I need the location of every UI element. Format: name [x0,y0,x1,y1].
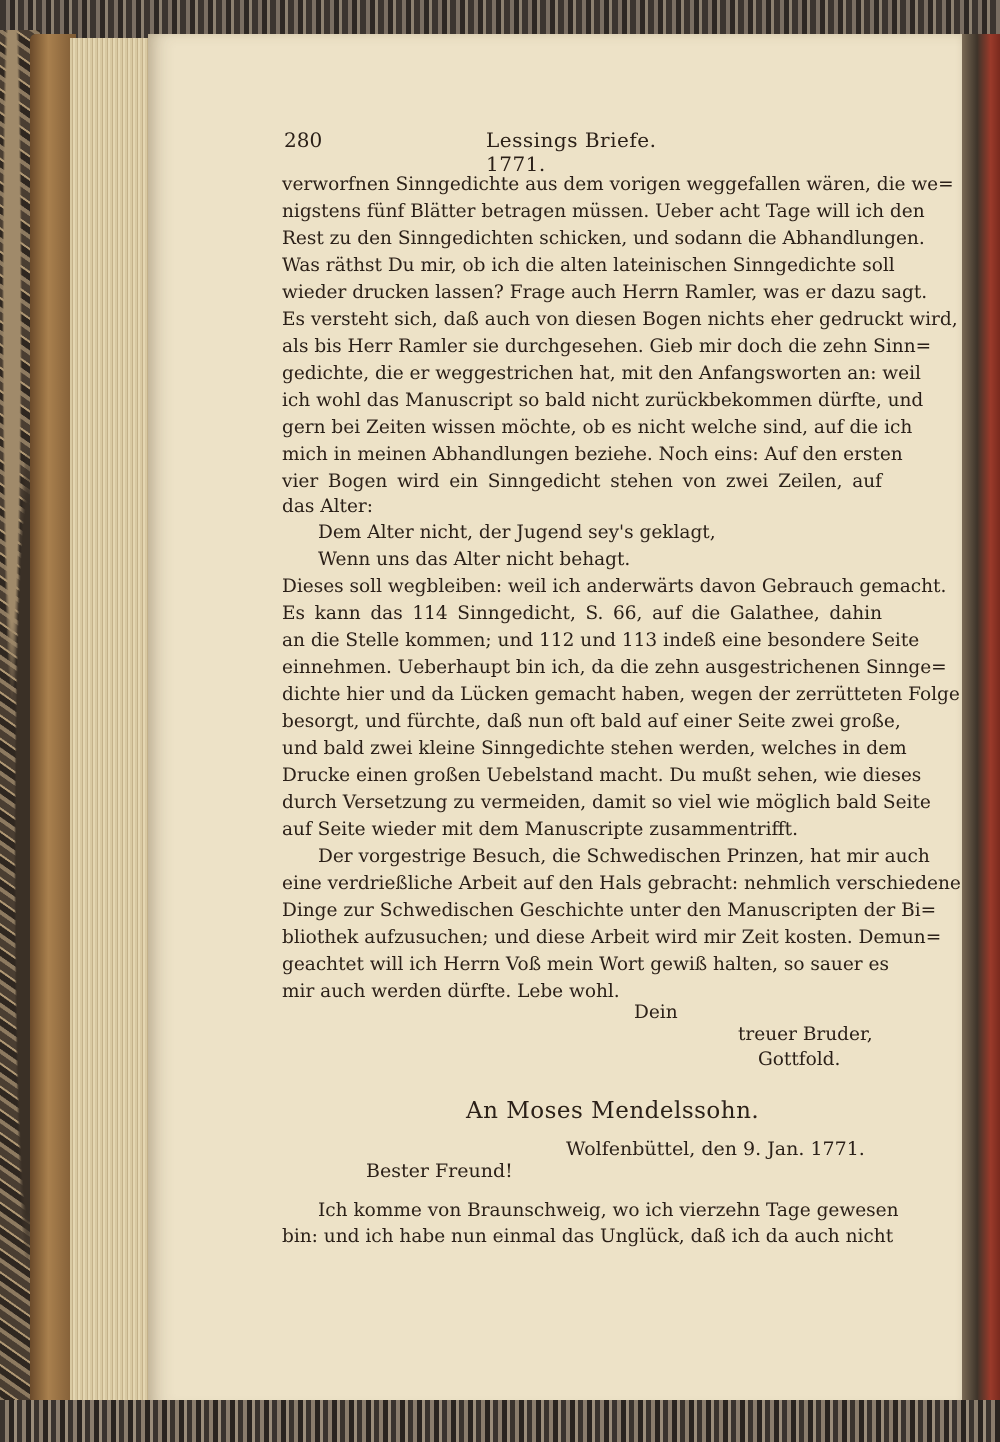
text-line: besorgt, und fürchte, daß nun oft bald auf einer Seite zwei große, [282,711,901,732]
letter-heading: An Moses Mendelssohn. [466,1098,760,1124]
verse-line: Wenn uns das Alter nicht behagt. [318,549,631,570]
text-line: an die Stelle kommen; und 112 und 113 indeß eine besondere Seite [282,630,920,651]
signature: Gottfold. [758,1049,841,1070]
text-line: Es kann das 114 Sinngedicht, S. 66, auf die Galathee, dahin [282,603,882,624]
text-line: gern bei Zeiten wissen möchte, ob es nicht welche sind, auf die ich [282,417,913,438]
verse-line: Dem Alter nicht, der Jugend sey's geklagt, [318,522,716,543]
text-line: Dieses soll wegbleiben: weil ich anderwärts davon Gebrauch gemacht. [282,576,947,597]
text-line: ich wohl das Manuscript so bald nicht zurückbekommen dürfte, und [282,390,924,411]
text-line: durch Versetzung zu vermeiden, damit so viel wie möglich bald Seite [282,792,931,813]
text-line: mich in meinen Abhandlungen beziehe. Noch eins: Auf den ersten [282,444,903,465]
right-book-edge [962,34,1000,1408]
text-line: geachtet will ich Herrn Voß mein Wort gewiß halten, so sauer es [282,954,889,975]
text-line: Was räthst Du mir, ob ich die alten lateinischen Sinngedichte soll [282,255,895,276]
text-line: Es versteht sich, daß auch von diesen Bogen nichts eher gedruckt wird, [282,309,958,330]
text-line: Dinge zur Schwedischen Geschichte unter den Manuscripten der Bi= [282,900,937,921]
text-line: das Alter: [282,496,373,517]
text-line: bin: und ich habe nun einmal das Unglück, daß ich da auch nicht [282,1226,894,1247]
text-line: vier Bogen wird ein Sinngedicht stehen von zwei Zeilen, auf [282,471,882,492]
page-stack-edges [70,38,154,1406]
closing-brother: treuer Bruder, [738,1024,873,1045]
closing-dein: Dein [634,1002,678,1023]
text-line: Ich komme von Braunschweig, wo ich vierzehn Tage gewesen [318,1200,899,1221]
text-line: Drucke einen großen Uebelstand macht. Du mußt sehen, wie dieses [282,765,922,786]
text-line: Rest zu den Sinngedichten schicken, und sodann die Abhandlungen. [282,228,925,249]
text-line: eine verdrießliche Arbeit auf den Hals gebracht: nehmlich verschiedene [282,873,961,894]
page-number: 280 [284,128,323,152]
text-line: auf Seite wieder mit dem Manuscripte zusammentrifft. [282,819,798,840]
text-line: wieder drucken lassen? Frage auch Herrn Ramler, was er dazu sagt. [282,282,928,303]
salutation: Bester Freund! [366,1160,513,1182]
text-line: nigstens fünf Blätter betragen müssen. Ueber acht Tage will ich den [282,201,925,222]
background-bottom-strip [0,1400,1000,1442]
text-line: Der vorgestrige Besuch, die Schwedischen Prinzen, hat mir auch [318,846,930,867]
text-line: einnehmen. Ueberhaupt bin ich, da die zehn ausgestrichenen Sinnge= [282,657,947,678]
text-line: als bis Herr Ramler sie durchgesehen. Gieb mir doch die zehn Sinn= [282,336,932,357]
text-line: und bald zwei kleine Sinngedichte stehen werden, welches in dem [282,738,907,759]
text-line: dichte hier und da Lücken gemacht haben, wegen der zerrütteten Folge [282,684,960,705]
running-title: Lessings Briefe. 1771. [486,128,657,176]
text-line: verworfnen Sinngedichte aus dem vorigen weggefallen wären, die we= [282,174,954,195]
text-line: mir auch werden dürfte. Lebe wohl. [282,981,620,1002]
text-line: gedichte, die er weggestrichen hat, mit den Anfangsworten an: weil [282,363,921,384]
text-line: bliothek aufzusuchen; und diese Arbeit wird mir Zeit kosten. Demun= [282,927,942,948]
dateline: Wolfenbüttel, den 9. Jan. 1771. [566,1138,865,1160]
